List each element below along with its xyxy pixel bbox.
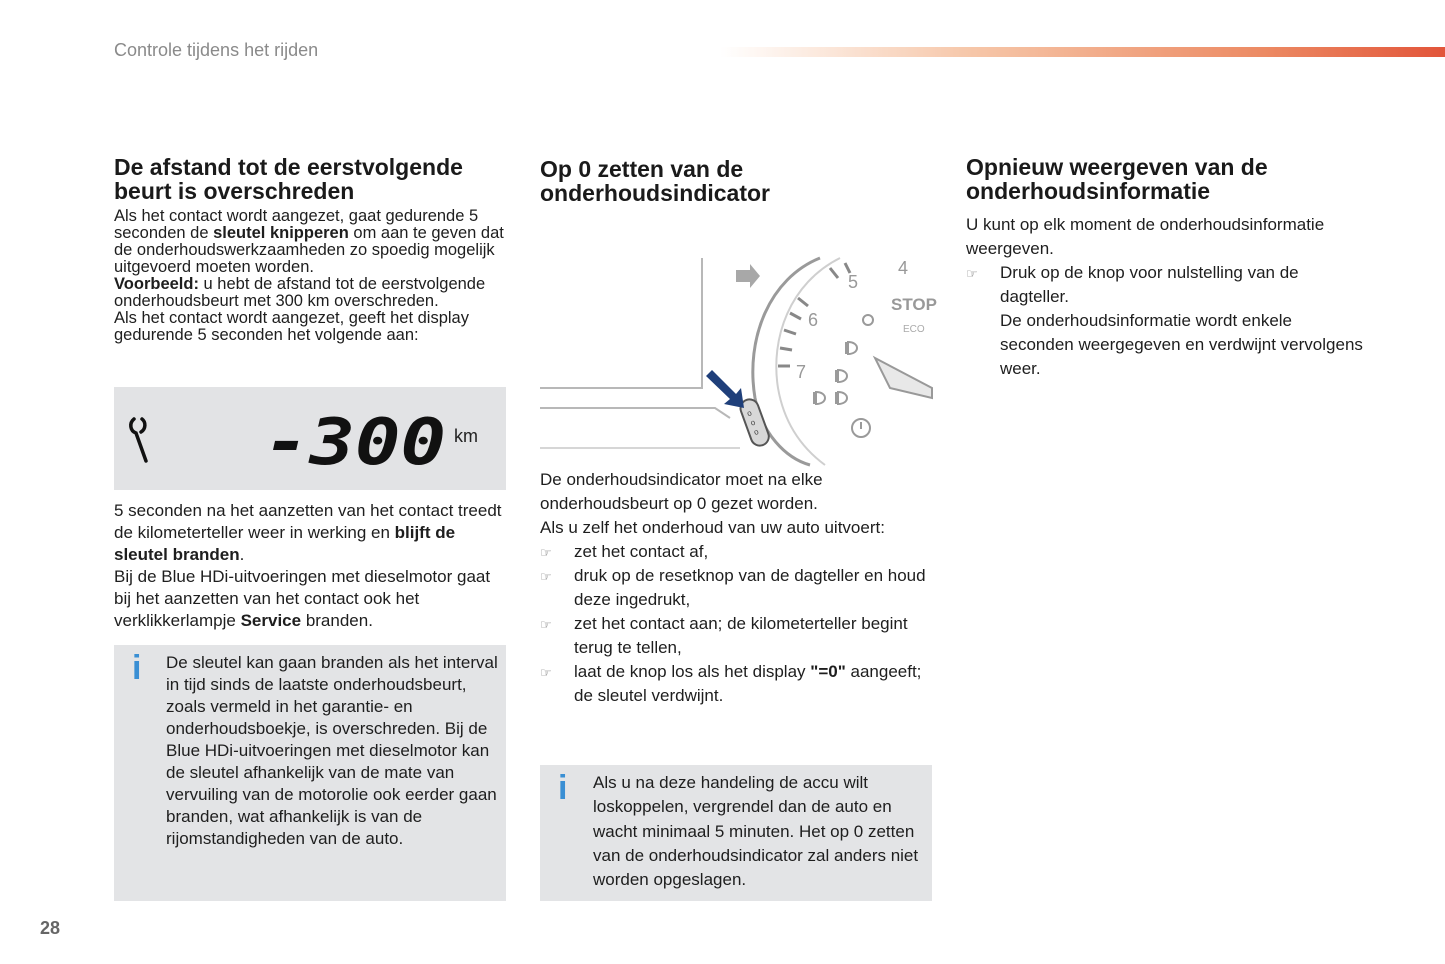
info-box-sleutel <box>114 645 506 901</box>
display-graphic <box>114 387 506 490</box>
info-icon: i <box>132 649 142 687</box>
list-item-continuation: De onderhoudsinformatie wordt enkele seconden weergegeven en verdwijnt vervolgens weer. <box>1000 311 1363 378</box>
section2-steps <box>540 540 932 708</box>
reset-button-illustration <box>540 258 937 465</box>
pointing-hand-icon: ☞ <box>540 617 552 632</box>
stop-label: STOP <box>891 295 937 314</box>
section2-heading: Op 0 zetten van de onderhoudsindicator <box>540 156 770 206</box>
section3-steps <box>966 261 1366 381</box>
section2-paragraph-1: De onderhoudsindicator moet na elke onderhoudsbeurt op 0 gezet worden. <box>540 470 823 513</box>
svg-text:o: o <box>752 427 760 437</box>
dashboard-illustration <box>540 258 937 465</box>
svg-text:o: o <box>745 408 754 419</box>
dial-number-6: 6 <box>808 310 819 330</box>
section1-paragraph-2: Als het contact wordt aangezet, geeft het display gedurende 5 seconden het volgende aan: <box>114 309 469 344</box>
display-unit: km <box>454 426 478 446</box>
svg-text:o: o <box>749 417 757 428</box>
pointing-hand-icon: ☞ <box>540 545 552 560</box>
eco-label: ECO <box>903 324 925 335</box>
section3-paragraph-1: U kunt op elk moment de onderhoudsinformatie weergeven. <box>966 215 1325 258</box>
section-redisplay-info <box>966 155 1386 381</box>
info-box-accu <box>540 765 932 901</box>
section1-paragraph-4: Bij de Blue HDi-uitvoeringen met dieselmotor gaat bij het aanzetten van het contact ook het verklikkerlampje Service branden. <box>114 567 491 630</box>
display-value: -300 <box>264 406 446 480</box>
list-item: ☞ druk op de resetknop van de dagteller en houd deze ingedrukt, <box>540 566 926 609</box>
page-number: 28 <box>40 918 61 938</box>
list-item: ☞ zet het contact af, <box>540 540 932 564</box>
pointing-hand-icon: ☞ <box>540 665 552 680</box>
section-reset-indicator <box>540 155 932 205</box>
instrument-display <box>114 387 506 490</box>
info-icon: i <box>558 769 568 807</box>
list-item: ☞ zet het contact aan; de kilometerteller begint terug te tellen, <box>540 614 908 657</box>
wrench-icon <box>131 419 146 461</box>
section2-body <box>540 468 932 708</box>
info-text-1: De sleutel kan gaan branden als het interval in tijd sinds de laatste onderhoudsbeurt, zoals vermeld in het garantie- en onderhoudsboekje, is overschreden. Bij de Blue HDi-uitvoeringen met dieselmotor kan de sleutel afhankelijk van de mate van vervuiling van de motorolie ook eerder gaan branden, wat afhankelijk is van de rijomstandigheden van de auto. <box>166 653 498 848</box>
page-header-title: Controle tijdens het rijden <box>114 40 319 60</box>
dial-number-5: 5 <box>848 272 859 292</box>
warning-lamps <box>814 315 873 437</box>
section2-paragraph-2: Als u zelf het onderhoud van uw auto uitvoert: <box>540 518 885 537</box>
pointing-hand-icon: ☞ <box>540 569 552 584</box>
section3-heading: Opnieuw weergeven van de onderhoudsinformatie <box>966 154 1268 204</box>
section1-paragraph-1: Als het contact wordt aangezet, gaat gedurende 5 seconden de sleutel knipperen om aan te geven dat de onderhoudswerkzaamheden zo spoedig mogelijk uitgevoerd moeten worden. <box>114 207 504 276</box>
section1-heading: De afstand tot de eerstvolgende beurt is overschreden <box>114 154 463 204</box>
dial-number-4: 4 <box>898 258 909 278</box>
dial-number-7: 7 <box>796 362 807 382</box>
section1-continued <box>114 500 506 632</box>
info-text-2: Als u na deze handeling de accu wilt loskoppelen, vergrendel dan de auto en wacht minimaal 5 minuten. Het op 0 zetten van de onderhoudsindicator zal anders niet worden opgeslagen. <box>593 773 919 890</box>
turn-signal-icon <box>736 264 760 288</box>
needle-shape <box>875 358 932 398</box>
list-item: ☞ Druk op de knop voor nulstelling van de dagteller. <box>966 263 1299 306</box>
pointing-hand-icon: ☞ <box>966 266 978 281</box>
pointer-arrow-icon <box>706 370 744 408</box>
section1-paragraph-3: 5 seconden na het aanzetten van het contact treedt de kilometerteller weer in werking en blijft de sleutel branden. <box>114 501 502 564</box>
list-item: ☞ laat de knop los als het display "=0" aangeeft; de sleutel verdwijnt. <box>540 662 922 705</box>
section1-example: Voorbeeld: u hebt de afstand tot de eerstvolgende onderhoudsbeurt met 300 km overschreden. <box>114 275 486 310</box>
header-accent-bar <box>720 47 1445 57</box>
section-distance-exceeded <box>114 155 506 344</box>
